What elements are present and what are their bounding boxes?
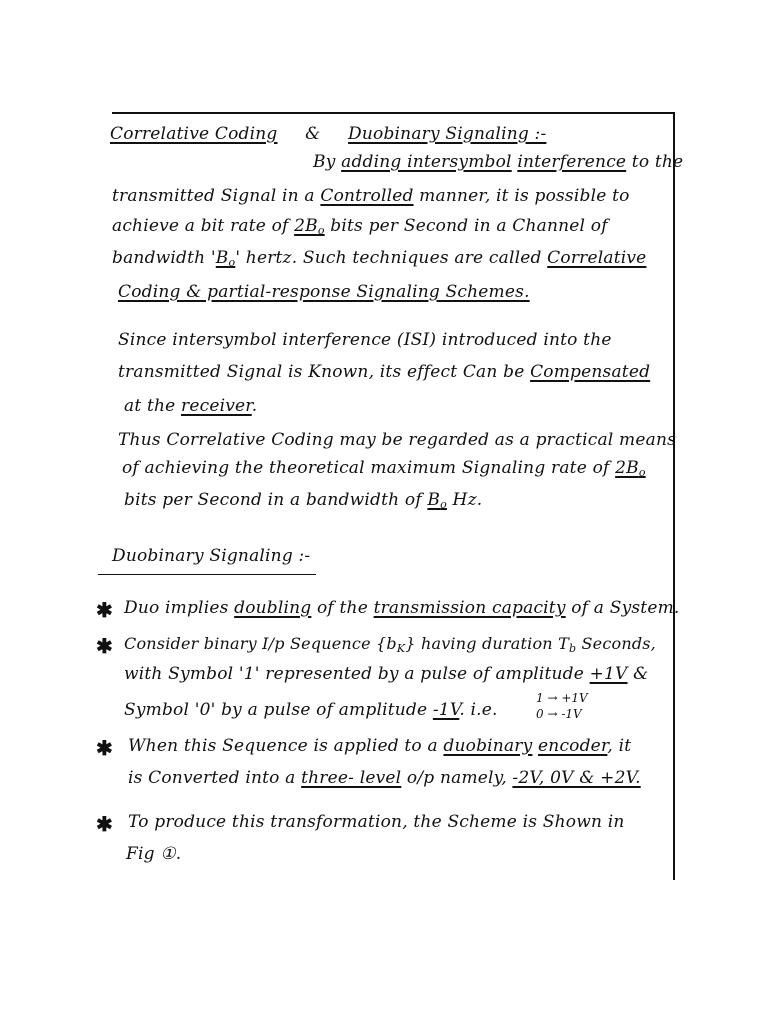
p1-line5: Coding & partial-response Signaling Schemes. xyxy=(118,282,530,302)
p1-line1: By adding intersymbol interference to the xyxy=(313,152,684,172)
b1-line1: Duo implies doubling of the transmission capacity of a System. xyxy=(124,598,680,618)
b3-line1: When this Sequence is applied to a duobinary encoder, it xyxy=(128,736,632,756)
p1-line2: transmitted Signal in a Controlled manner, it is possible to xyxy=(112,186,630,206)
section2-title: Duobinary Signaling :- xyxy=(112,546,311,566)
bullet-icon: ✱ xyxy=(96,634,113,658)
b2-line1: Consider binary I/p Sequence $\{b_K\}$ having duration $T_b$ Seconds, xyxy=(124,634,656,655)
b2-line3: Symbol '0' by a pulse of amplitude -1V. i.e. xyxy=(124,700,498,720)
bullet-icon: ✱ xyxy=(96,812,113,836)
map-one: 1 → +1V xyxy=(536,691,588,705)
b3-line2: is Converted into a three- level o/p namely, -2V, 0V & +2V. xyxy=(128,768,641,788)
p1-line3: achieve a bit rate of $2B_o$ bits per Second in a Channel of xyxy=(112,216,608,237)
section2-title-rule xyxy=(98,574,316,575)
amplitude-map xyxy=(536,690,588,722)
bullet-icon: ✱ xyxy=(96,598,113,622)
p3-line2: of achieving the theoretical maximum Signaling rate of $2B_o$ xyxy=(122,458,646,479)
bullet-icon: ✱ xyxy=(96,736,113,760)
map-zero: 0 → -1V xyxy=(536,707,582,721)
b4-line2: Fig ①. xyxy=(126,844,182,864)
p2-line2: transmitted Signal is Known, its effect Can be Compensated xyxy=(118,362,651,382)
page-right-rule xyxy=(673,112,675,880)
p1-line4: bandwidth '$B_o$' hertz. Such techniques are called Correlative xyxy=(112,248,647,269)
p3-line1: Thus Correlative Coding may be regarded as a practical means xyxy=(118,430,677,450)
section1-title: Correlative Coding & Duobinary Signaling :- xyxy=(110,124,547,144)
page-top-rule xyxy=(112,112,675,114)
p2-line1: Since intersymbol interference (ISI) introduced into the xyxy=(118,330,612,350)
p2-line3: at the receiver. xyxy=(124,396,258,416)
p3-line3: bits per Second in a bandwidth of $B_o$ Hz. xyxy=(124,490,483,511)
b4-line1: To produce this transformation, the Scheme is Shown in xyxy=(128,812,625,832)
b2-line2: with Symbol '1' represented by a pulse of amplitude +1V & xyxy=(124,664,649,684)
